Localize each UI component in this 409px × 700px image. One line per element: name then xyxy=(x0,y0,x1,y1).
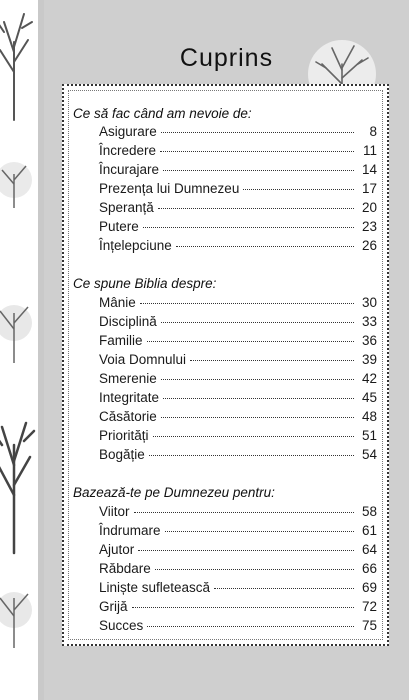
dot-leader xyxy=(161,417,354,418)
dot-leader xyxy=(176,246,354,247)
entry-page: 69 xyxy=(361,580,377,595)
page-title: Cuprins xyxy=(179,44,274,72)
dot-leader xyxy=(161,322,354,323)
dot-leader xyxy=(132,607,354,608)
entry-label: Mânie xyxy=(99,295,136,310)
entry-page: 17 xyxy=(361,181,377,196)
toc-entry[interactable] xyxy=(99,219,377,237)
entry-page: 42 xyxy=(361,371,377,386)
section-heading: Ce să fac când am nevoie de: xyxy=(73,106,252,121)
entry-label: Asigurare xyxy=(99,124,157,139)
entry-label: Prezența lui Dumnezeu xyxy=(99,181,240,196)
toc-entry[interactable] xyxy=(99,333,377,351)
entry-label: Bogăție xyxy=(99,447,145,462)
entry-page: 54 xyxy=(361,447,377,462)
toc-entry[interactable] xyxy=(99,181,377,199)
entry-label: Viitor xyxy=(99,504,130,519)
dot-leader xyxy=(147,626,354,627)
entry-label: Încredere xyxy=(99,143,157,158)
dot-leader xyxy=(165,531,354,532)
toc-entry[interactable] xyxy=(99,371,377,389)
entry-page: 14 xyxy=(361,162,377,177)
entry-page: 20 xyxy=(361,200,377,215)
dot-leader xyxy=(190,360,354,361)
dot-leader xyxy=(158,208,354,209)
entry-label: Înțelepciune xyxy=(99,238,172,253)
toc-entry[interactable] xyxy=(99,238,377,256)
entry-page: 51 xyxy=(361,428,377,443)
bare-tree-icon xyxy=(0,405,36,555)
entry-label: Răbdare xyxy=(99,561,151,576)
dot-leader xyxy=(161,132,354,133)
toc-page xyxy=(44,0,409,700)
toc-entry[interactable] xyxy=(99,200,377,218)
toc-entry[interactable] xyxy=(99,561,377,579)
toc-entry[interactable] xyxy=(99,428,377,446)
bare-tree-icon xyxy=(0,570,36,650)
dot-leader xyxy=(143,227,354,228)
entry-page: 48 xyxy=(361,409,377,424)
section-heading: Ce spune Biblia despre: xyxy=(73,276,217,291)
entry-page: 72 xyxy=(361,599,377,614)
dot-leader xyxy=(163,170,354,171)
dot-leader xyxy=(153,436,354,437)
table-of-contents xyxy=(62,84,389,646)
left-decorative-strip xyxy=(0,0,38,700)
toc-entry[interactable] xyxy=(99,504,377,522)
dot-leader xyxy=(147,341,354,342)
toc-entry[interactable] xyxy=(99,618,377,636)
entry-label: Ajutor xyxy=(99,542,135,557)
entry-label: Putere xyxy=(99,219,139,234)
toc-entry[interactable] xyxy=(99,352,377,370)
entry-label: Succes xyxy=(99,618,144,633)
entry-label: Grijă xyxy=(99,599,128,614)
toc-entry[interactable] xyxy=(99,295,377,313)
entry-label: Priorități xyxy=(99,428,149,443)
entry-label: Smerenie xyxy=(99,371,157,386)
entry-page: 23 xyxy=(361,219,377,234)
entry-page: 33 xyxy=(361,314,377,329)
entry-label: Integritate xyxy=(99,390,160,405)
bare-tree-icon xyxy=(0,285,36,365)
entry-page: 45 xyxy=(361,390,377,405)
entry-page: 39 xyxy=(361,352,377,367)
entry-label: Speranță xyxy=(99,200,154,215)
dot-leader xyxy=(163,398,354,399)
entry-label: Îndrumare xyxy=(99,523,161,538)
dot-leader xyxy=(134,512,354,513)
toc-entry[interactable] xyxy=(99,143,377,161)
entry-page: 75 xyxy=(361,618,377,633)
entry-label: Voia Domnului xyxy=(99,352,187,367)
toc-entry[interactable] xyxy=(99,314,377,332)
bare-tree-icon xyxy=(0,150,36,210)
dot-leader xyxy=(161,379,354,380)
toc-entry[interactable] xyxy=(99,580,377,598)
entry-label: Disciplină xyxy=(99,314,157,329)
toc-entry[interactable] xyxy=(99,447,377,465)
entry-page: 66 xyxy=(361,561,377,576)
toc-entry[interactable] xyxy=(99,162,377,180)
entry-page: 64 xyxy=(361,542,377,557)
dot-leader xyxy=(243,189,354,190)
toc-entry[interactable] xyxy=(99,390,377,408)
dot-leader xyxy=(155,569,354,570)
entry-page: 36 xyxy=(361,333,377,348)
entry-page: 61 xyxy=(361,523,377,538)
dot-leader xyxy=(160,151,354,152)
toc-entry[interactable] xyxy=(99,523,377,541)
entry-page: 58 xyxy=(361,504,377,519)
entry-label: Încurajare xyxy=(99,162,160,177)
toc-entry[interactable] xyxy=(99,542,377,560)
entry-label: Liniște sufletească xyxy=(99,580,211,595)
dot-leader xyxy=(149,455,354,456)
entry-page: 8 xyxy=(369,124,377,139)
toc-entry[interactable] xyxy=(99,599,377,617)
dot-leader xyxy=(138,550,354,551)
section-heading: Bazează-te pe Dumnezeu pentru: xyxy=(73,485,275,500)
dot-leader xyxy=(214,588,354,589)
entry-page: 30 xyxy=(361,295,377,310)
toc-entry[interactable] xyxy=(99,409,377,427)
entry-label: Căsătorie xyxy=(99,409,157,424)
entry-page: 11 xyxy=(362,143,377,158)
entry-label: Familie xyxy=(99,333,143,348)
bare-tree-icon xyxy=(0,2,34,122)
toc-entry[interactable] xyxy=(99,124,377,142)
dot-leader xyxy=(140,303,354,304)
entry-page: 26 xyxy=(361,238,377,253)
